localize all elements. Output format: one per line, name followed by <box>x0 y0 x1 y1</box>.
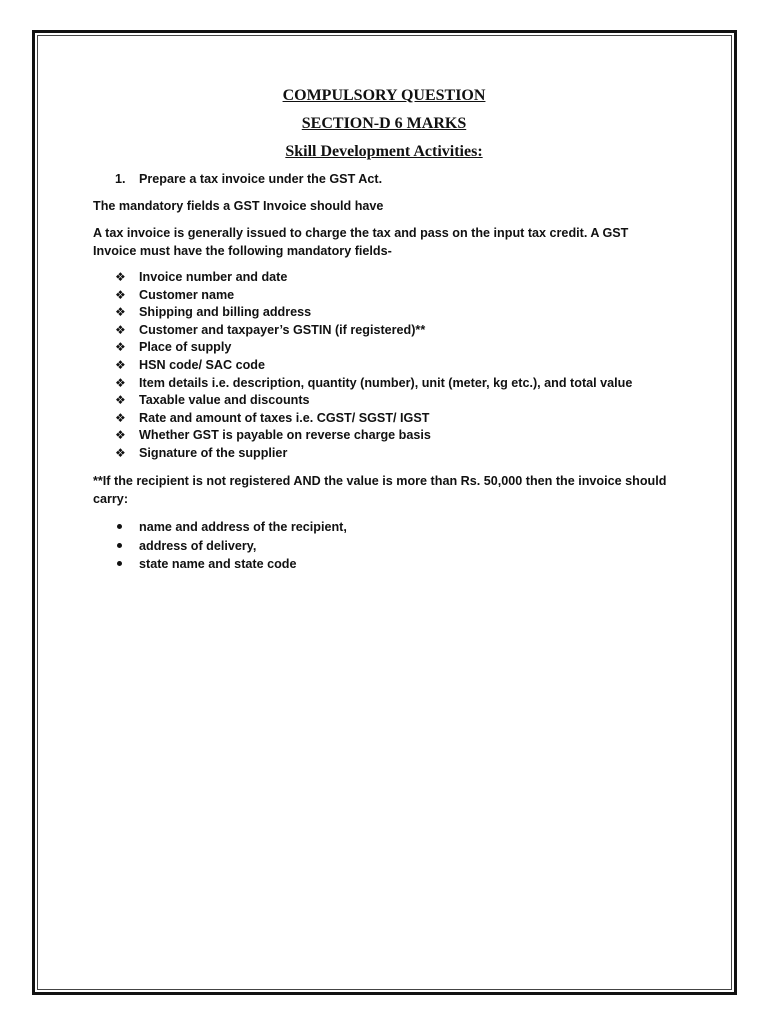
diamond-bullet-icon: ❖ <box>115 428 126 443</box>
page-title: COMPULSORY QUESTION <box>282 87 486 104</box>
list-item: ❖ Place of supply <box>93 339 632 357</box>
list-item: address of delivery, <box>93 537 347 556</box>
diamond-bullet-icon: ❖ <box>115 287 126 302</box>
list-item: ❖ Shipping and billing address <box>93 304 632 322</box>
bullet-dot-icon <box>117 561 122 566</box>
list-item: ❖ Item details i.e. description, quantity (number), unit (meter, kg etc.), and total value <box>93 375 632 393</box>
diamond-bullet-icon: ❖ <box>115 270 126 284</box>
mandatory-fields-list <box>93 269 632 463</box>
diamond-bullet-icon: ❖ <box>115 445 126 460</box>
bullet-dot-icon <box>117 524 122 529</box>
question-text: Prepare a tax invoice under the GST Act. <box>139 172 383 186</box>
diamond-bullet-icon: ❖ <box>115 322 126 337</box>
subtitle-heading: Skill Development Activities: <box>285 143 483 160</box>
list-item: ❖ Whether GST is payable on reverse charge basis <box>93 427 632 445</box>
list-item: ❖ Invoice number and date <box>93 269 632 287</box>
diamond-bullet-icon: ❖ <box>115 410 126 425</box>
diamond-bullet-icon: ❖ <box>115 357 126 372</box>
question-number: 1. <box>115 172 126 186</box>
list-item: ❖ Taxable value and discounts <box>93 392 632 410</box>
diamond-bullet-icon: ❖ <box>115 375 126 390</box>
diamond-bullet-icon: ❖ <box>115 305 126 320</box>
section-heading: SECTION-D 6 MARKS <box>301 115 467 132</box>
diamond-bullet-icon: ❖ <box>115 340 126 355</box>
list-item: name and address of the recipient, <box>93 518 347 537</box>
diamond-bullet-icon: ❖ <box>115 393 126 408</box>
page-border <box>32 30 737 995</box>
intro-line: The mandatory fields a GST Invoice should have <box>93 199 384 213</box>
unregistered-items-list <box>93 518 347 574</box>
list-item: ❖ Rate and amount of taxes i.e. CGST/ SGST/ IGST <box>93 410 632 428</box>
list-item: ❖ Customer and taxpayer’s GSTIN (if registered)** <box>93 322 632 340</box>
recipient-note: **If the recipient is not registered AND the value is more than Rs. 50,000 then the invoice should carry: <box>93 474 667 506</box>
list-item: ❖ Customer name <box>93 287 632 305</box>
intro-paragraph: A tax invoice is generally issued to charge the tax and pass on the input tax credit. A GST Invoice must have the following mandatory fields- <box>93 226 629 258</box>
list-item: state name and state code <box>93 555 347 574</box>
list-item: ❖ HSN code/ SAC code <box>93 357 632 375</box>
bullet-dot-icon <box>117 543 122 548</box>
list-item: ❖ Signature of the supplier <box>93 445 632 463</box>
